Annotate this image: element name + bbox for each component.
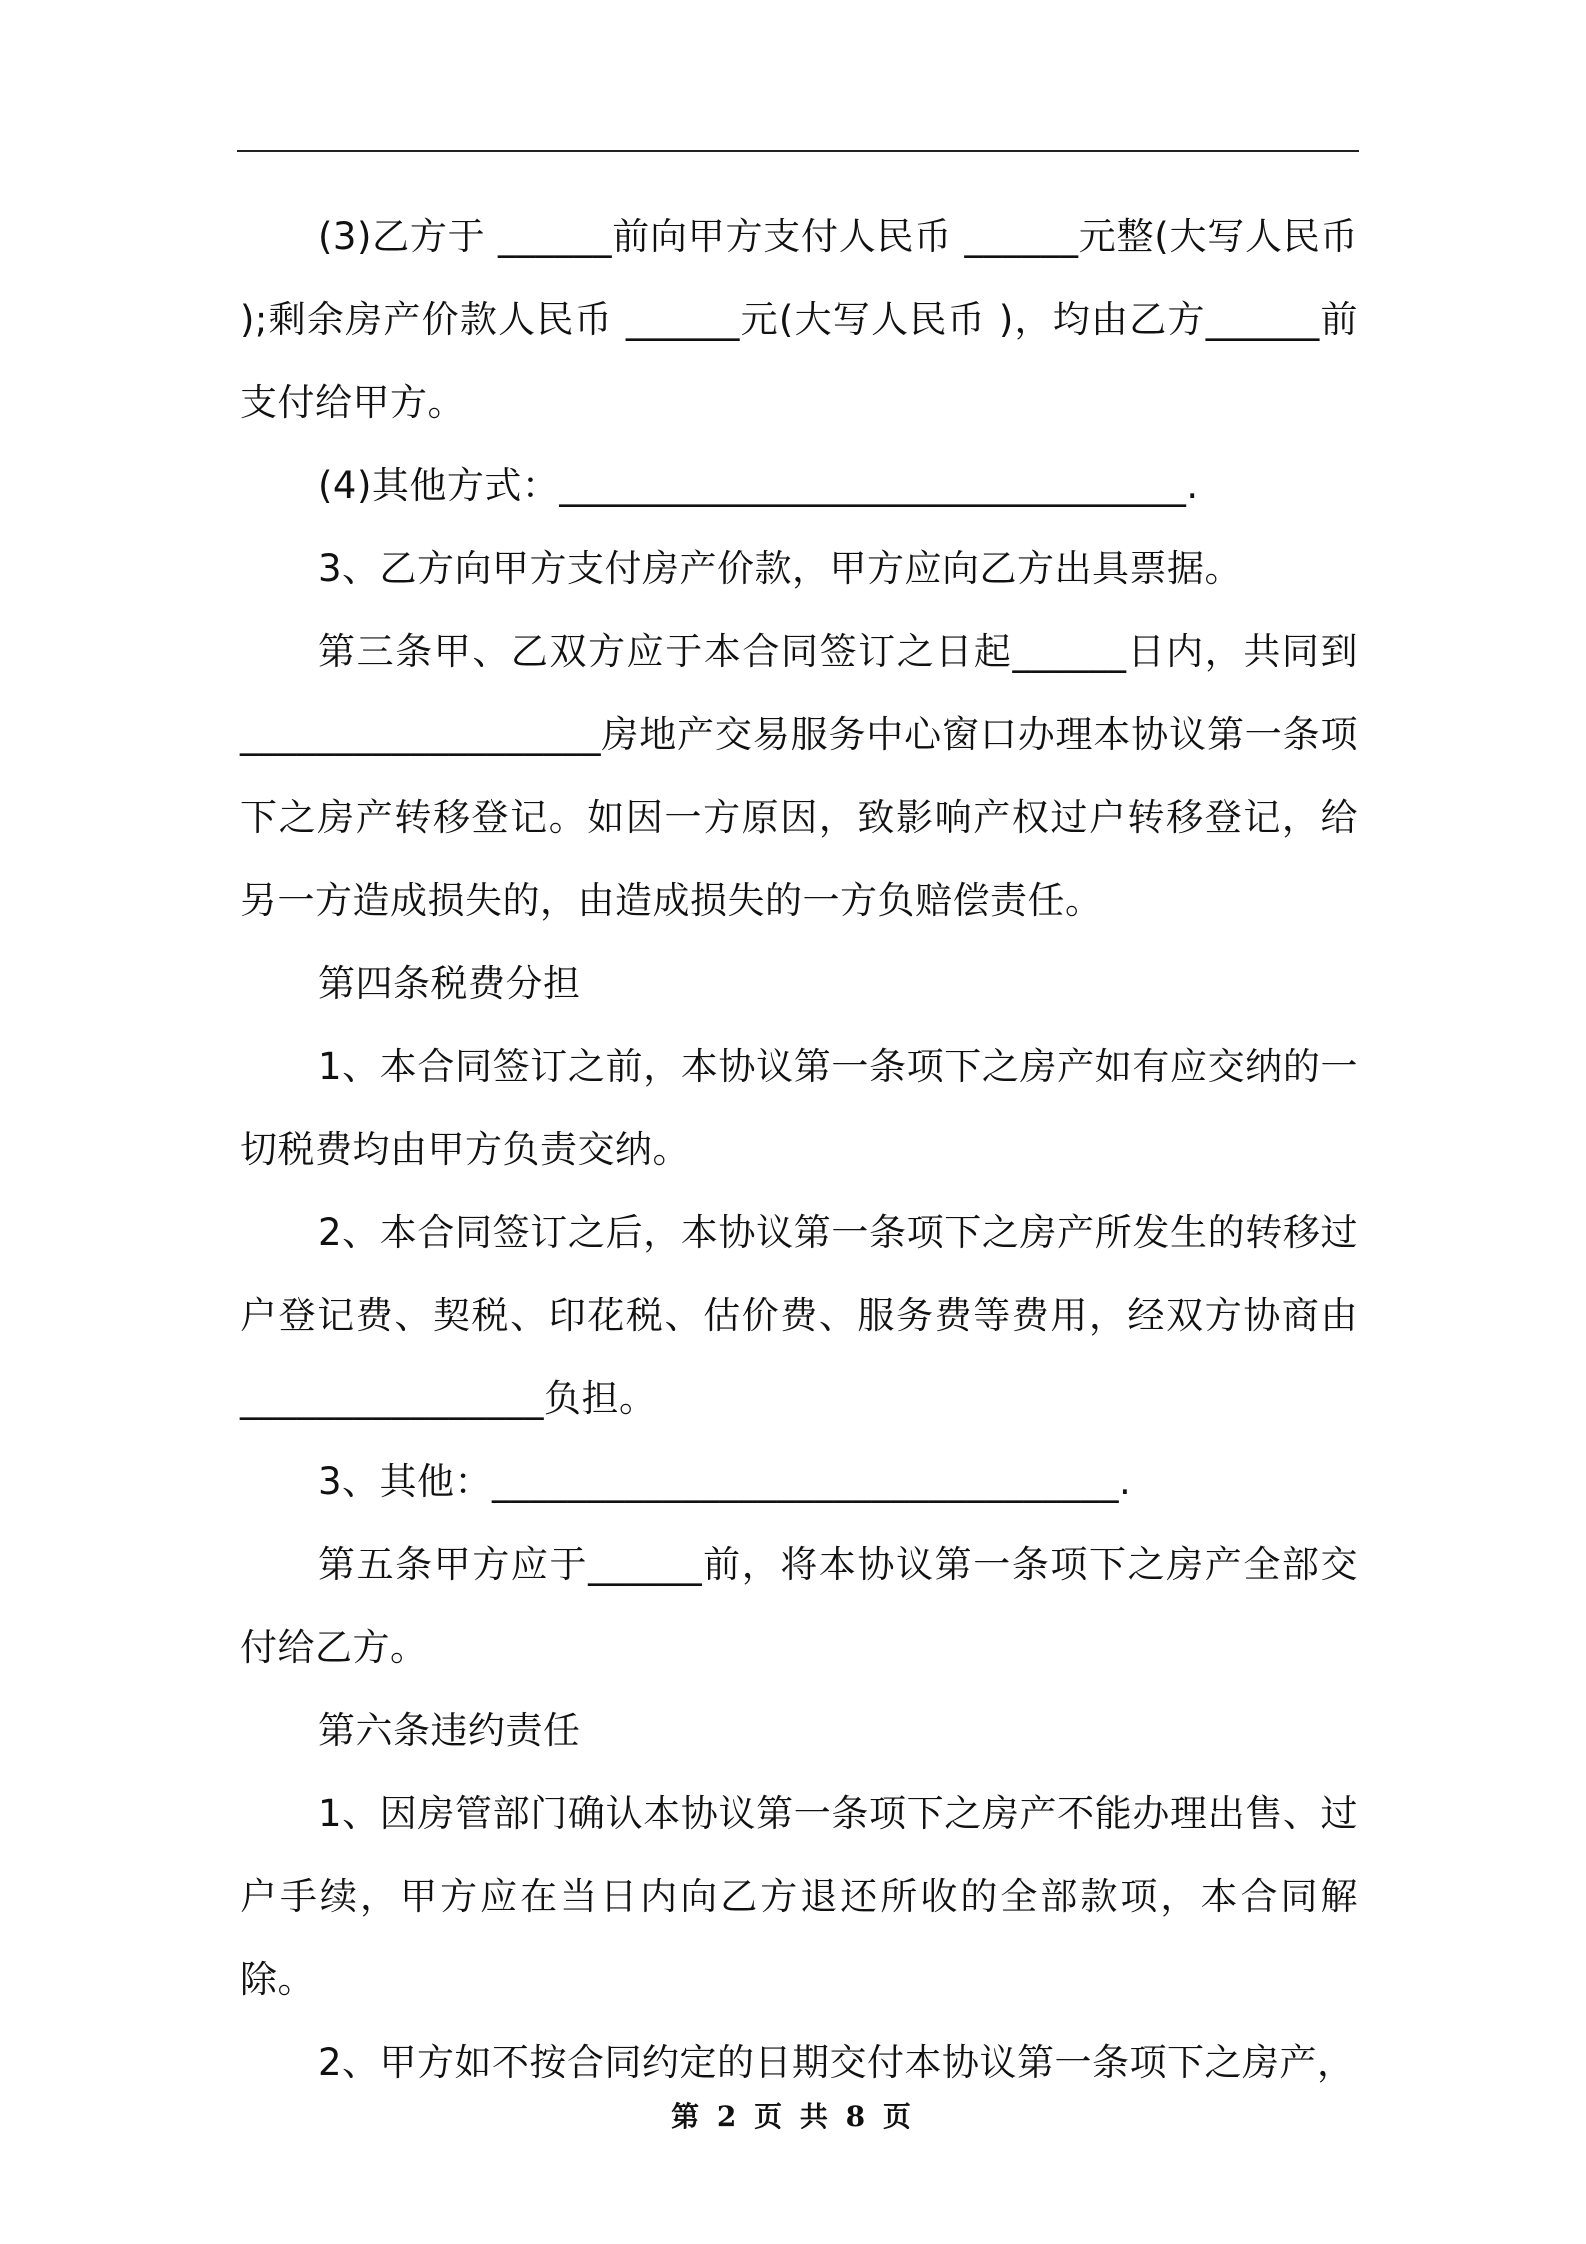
paragraph-article-5: 第五条甲方应于______前，将本协议第一条项下之房产全部交付给乙方。 [240,1543,1358,1669]
paragraph-receipt: 3、乙方向甲方支付房产价款，甲方应向乙方出具票据。 [318,547,1243,590]
paragraph-tax-1: 1、本合同签订之前，本协议第一条项下之房产如有应交纳的一切税费均由甲方负责交纳。 [240,1045,1358,1171]
paragraph-tax-2: 2、本合同签订之后，本协议第一条项下之房产所发生的转移过户登记费、契税、印花税、估价费、服务费等费用，经双方协商由________________负担。 [240,1211,1358,1420]
document-body [240,195,1358,2104]
page-number: 第 2 页 共 8 页 [671,2100,915,2133]
paragraph-article-3: 第三条甲、乙双方应于本合同签订之日起______日内，共同到___________________房地产交易服务中心窗口办理本协议第一条项下之房产转移登记。如因一方原因，致影响产权过户转移登记，给另一方造成损失的，由造成损失的一方负赔偿责任。 [240,630,1358,922]
paragraph-tax-3: 3、其他：_________________________________. [318,1460,1132,1503]
heading-article-4: 第四条税费分担 [318,962,581,1005]
heading-article-6: 第六条违约责任 [318,1709,581,1752]
paragraph-payment-clause-4: (4)其他方式：_________________________________. [318,464,1199,507]
paragraph-breach-2: 2、甲方如不按合同约定的日期交付本协议第一条项下之房产， [318,2041,1355,2084]
paragraph-payment-clause-3: (3)乙方于 ______前向甲方支付人民币 ______元整(大写人民币 );剩余房产价款人民币 ______元(大写人民币 )，均由乙方______前支付给甲方。 [240,215,1358,424]
paragraph-breach-1: 1、因房管部门确认本协议第一条项下之房产不能办理出售、过户手续，甲方应在当日内向乙方退还所收的全部款项，本合同解除。 [240,1792,1358,2001]
header-rule [237,150,1359,152]
